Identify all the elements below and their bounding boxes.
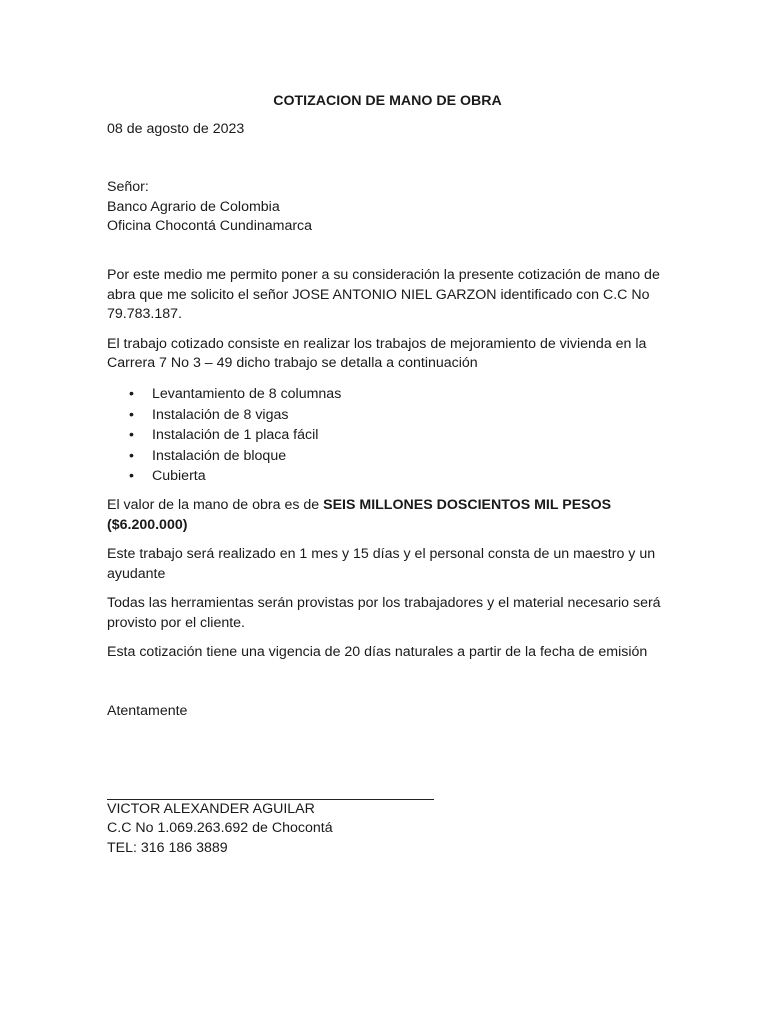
document-date: 08 de agosto de 2023 [107, 120, 245, 137]
intro-paragraph: Por este medio me permito poner a su consideración la presente cotización de mano de abra que me solicito el señor JOSE ANTONIO NIEL GARZON identificado con C.C No 79.783.187. [107, 266, 660, 323]
bullet-icon: • [129, 468, 134, 485]
signer-phone: TEL: 316 186 3889 [107, 839, 228, 856]
value-amount: SEIS MILLONES DOSCIENTOS MIL PESOS ($6.200.000) [107, 496, 612, 533]
list-item [129, 447, 668, 467]
work-items-list [107, 385, 668, 487]
list-item [129, 385, 668, 405]
bullet-icon: • [129, 385, 134, 402]
duration-paragraph: Este trabajo será realizado en 1 mes y 15 días y el personal consta de un maestro y un ayudante [107, 546, 656, 582]
signature-block [107, 791, 668, 859]
bullet-icon: • [129, 447, 134, 464]
list-item-text: Instalación de 8 vigas [152, 406, 289, 423]
list-item [129, 406, 668, 426]
list-item-text: Cubierta [152, 468, 206, 485]
signer-name: VICTOR ALEXANDER AGUILAR [107, 800, 315, 817]
addressee-block [107, 178, 668, 237]
tools-paragraph: Todas las herramientas serán provistas por los trabajadores y el material necesario será provisto por el cliente. [107, 595, 661, 631]
list-item [129, 467, 668, 487]
bullet-icon: • [129, 427, 134, 444]
list-item [129, 426, 668, 446]
value-prefix: El valor de la mano de obra es de [107, 496, 324, 513]
value-paragraph [107, 496, 668, 535]
addressee-line-2: Oficina Chocontá Cundinamarca [107, 218, 313, 235]
closing: Atentamente [107, 703, 188, 720]
list-item-text: Instalación de bloque [152, 447, 287, 464]
validity-paragraph: Esta cotización tiene una vigencia de 20 días naturales a partir de la fecha de emisión [107, 644, 648, 661]
signature-line [107, 791, 434, 800]
salutation: Señor: [107, 179, 149, 196]
document-title: COTIZACION DE MANO DE OBRA [273, 93, 502, 109]
addressee-line-1: Banco Agrario de Colombia [107, 198, 280, 215]
scope-paragraph: El trabajo cotizado consiste en realizar los trabajos de mejoramiento de vivienda en la Carrera 7 No 3 – 49 dicho trabajo se detalla a continuación [107, 335, 647, 372]
list-item-text: Levantamiento de 8 columnas [152, 385, 342, 402]
signer-id: C.C No 1.069.263.692 de Chocontá [107, 820, 333, 837]
list-item-text: Instalación de 1 placa fácil [152, 427, 319, 444]
bullet-icon: • [129, 406, 134, 423]
